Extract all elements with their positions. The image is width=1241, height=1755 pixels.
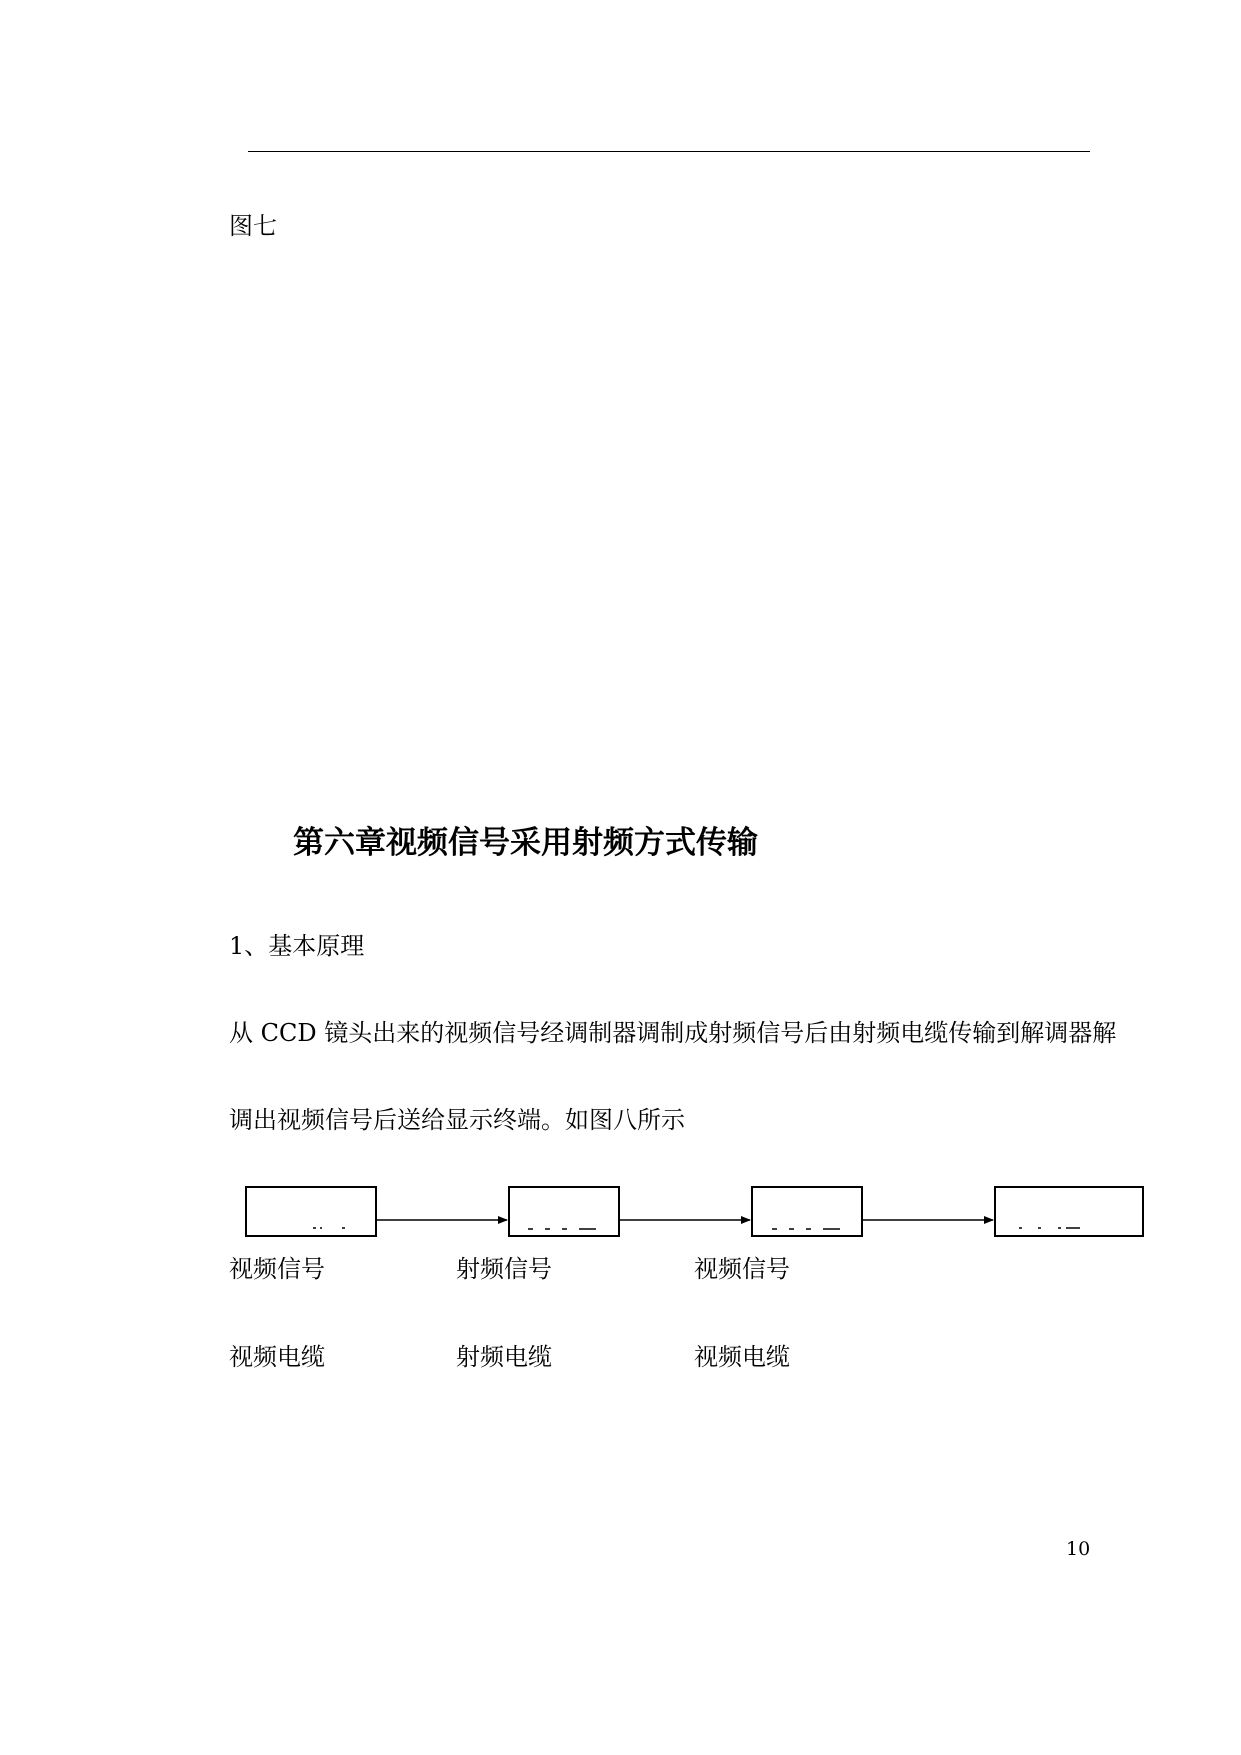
figure-caption: 图七 [229, 212, 277, 240]
paragraph-line: 调出视频信号后送给显示终端。如图八所示 [229, 1106, 685, 1134]
diagram-box-demodulator [752, 1187, 862, 1236]
diagram-label-cable: 视频电缆 [229, 1343, 325, 1371]
diagram-label-signal: 视频信号 [694, 1255, 790, 1283]
diagram-label-signal: 射频信号 [456, 1255, 552, 1283]
diagram-box-display [995, 1187, 1143, 1236]
page-number: 10 [1066, 1538, 1091, 1560]
header-rule [248, 151, 1090, 152]
diagram-label-cable: 视频电缆 [694, 1343, 790, 1371]
diagram-label-cable: 射频电缆 [456, 1343, 552, 1371]
diagram-label-signal: 视频信号 [229, 1255, 325, 1283]
diagram-box-modulator [509, 1187, 619, 1236]
paragraph-line: 从 CCD 镜头出来的视频信号经调制器调制成射频信号后由射频电缆传输到解调器解 [229, 1019, 1117, 1047]
chapter-title: 第六章视频信号采用射频方式传输 [293, 825, 758, 861]
diagram-box-camera [246, 1187, 376, 1236]
section-heading: 1、基本原理 [229, 932, 365, 960]
